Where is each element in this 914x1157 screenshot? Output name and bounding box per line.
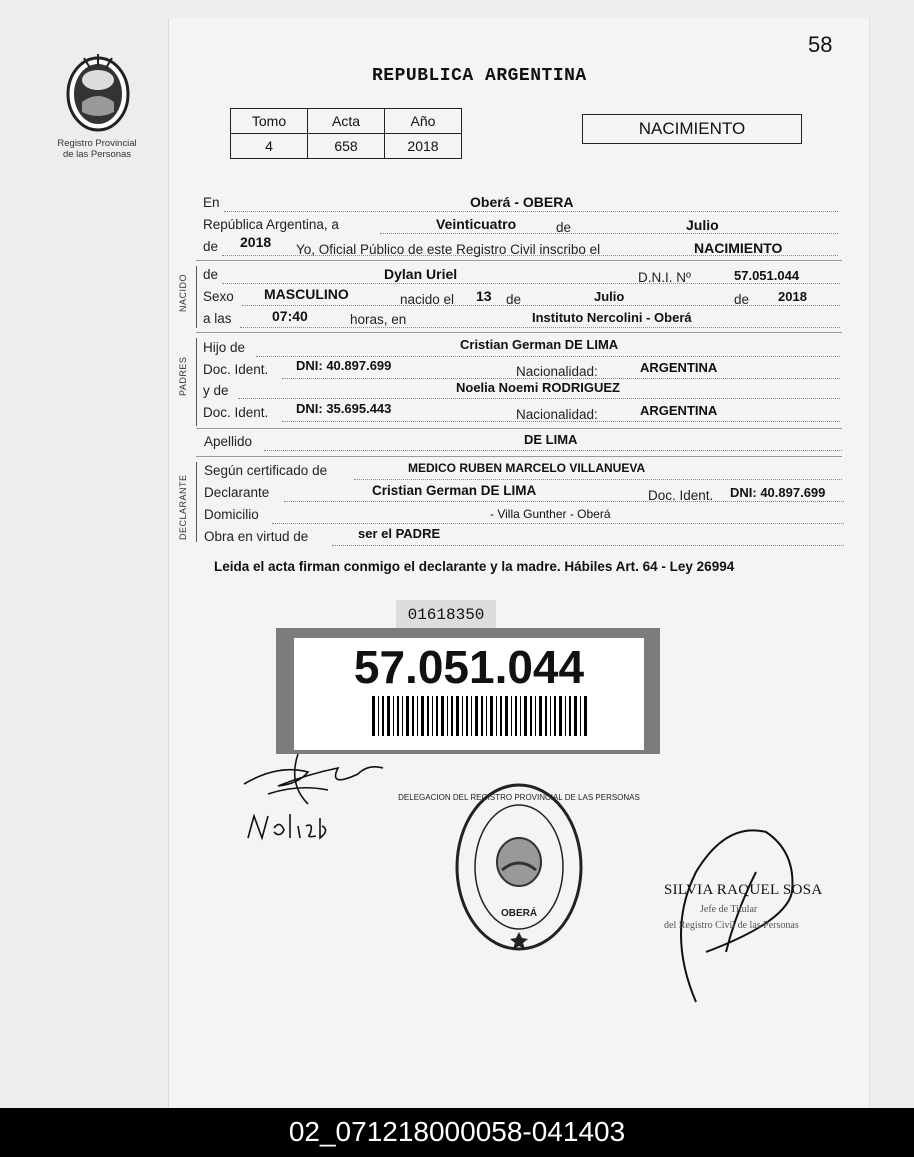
mother-nationality-label: Nacionalidad:	[516, 407, 598, 422]
seal-city: OBERÁ	[500, 908, 538, 919]
acta-value: 658	[308, 134, 385, 159]
padres-section-label: PADRES	[178, 356, 188, 396]
mother-doc: DNI: 35.695.443	[296, 401, 392, 416]
father-nationality: ARGENTINA	[640, 360, 718, 375]
birth-year: 2018	[778, 289, 807, 304]
anio-value: 2018	[385, 134, 462, 159]
dotted-line	[240, 327, 840, 328]
nacido-el-label: nacido el	[400, 292, 455, 307]
cert-label: Según certificado de	[204, 463, 328, 478]
page-number: 58	[808, 32, 833, 57]
province-coat-of-arms-icon	[62, 50, 134, 134]
birth-day: 13	[476, 288, 492, 304]
declarant-signature-icon	[238, 744, 388, 814]
alas-label: a las	[203, 311, 232, 326]
dni-label: D.N.I. Nº	[638, 270, 691, 285]
dotted-line	[332, 545, 844, 546]
obra-value: ser el PADRE	[358, 526, 441, 541]
declarante-doc-label: Doc. Ident.	[648, 488, 714, 503]
en-label: En	[203, 195, 220, 210]
father-nationality-label: Nacionalidad:	[516, 364, 598, 379]
declarante-name: Cristian German DE LIMA	[372, 483, 537, 498]
dotted-line	[256, 356, 840, 357]
dni-label-number: 57.051.044	[353, 641, 585, 693]
declarante-doc: DNI: 40.897.699	[730, 485, 826, 500]
domicilio-label: Domicilio	[204, 507, 259, 522]
dotted-line	[238, 398, 840, 399]
de-label: de	[556, 220, 572, 235]
registry-caption: Registro Provincial de las Personas	[57, 138, 137, 160]
mother-nationality: ARGENTINA	[640, 403, 718, 418]
section-rule	[196, 428, 842, 429]
officer-name: SILVIA RAQUEL SOSA	[664, 882, 823, 898]
mother-signature-text: Noelia	[244, 808, 247, 809]
dotted-line	[222, 283, 840, 284]
domicilio-value: - Villa Gunther - Oberá	[490, 507, 611, 521]
dotted-line	[242, 305, 840, 306]
father-doc: DNI: 40.897.699	[296, 358, 392, 373]
cert-value: MEDICO RUBEN MARCELO VILLANUEVA	[408, 461, 646, 475]
section-rule	[196, 260, 842, 261]
sexo-label: Sexo	[203, 289, 234, 304]
tomo-value: 4	[231, 134, 308, 159]
record-type-box: NACIMIENTO	[582, 114, 802, 144]
apellido-value: DE LIMA	[524, 432, 578, 447]
apellido-label: Apellido	[204, 434, 253, 449]
dotted-line	[354, 479, 842, 480]
inscribo-label: Yo, Oficial Público de este Registro Civil inscribo el	[296, 242, 601, 257]
section-divider	[196, 462, 197, 542]
section-divider	[196, 266, 197, 328]
officer-office: del Registro Civil de las Personas	[664, 920, 799, 931]
father-doc-label: Doc. Ident.	[203, 362, 269, 377]
child-name: Dylan Uriel	[384, 266, 458, 282]
dotted-line	[264, 450, 842, 451]
dotted-line	[284, 501, 844, 502]
mother-doc-label: Doc. Ident.	[203, 405, 269, 420]
section-divider	[196, 338, 197, 426]
inscribo-value: NACIMIENTO	[694, 240, 783, 256]
birth-de-label-2: de	[734, 292, 750, 307]
child-dni: 57.051.044	[734, 268, 800, 283]
serial-number: 01618350	[396, 600, 496, 628]
acta-label: Acta	[308, 109, 385, 134]
section-rule	[196, 456, 842, 457]
officer-title: Jefe de Titular	[700, 904, 758, 915]
mother-signature-icon	[244, 808, 334, 848]
section-rule	[196, 332, 842, 333]
document-title: REPUBLICA ARGENTINA	[372, 66, 587, 86]
birth-time: 07:40	[272, 308, 308, 324]
birth-month: Julio	[594, 289, 625, 304]
tomo-label: Tomo	[231, 109, 308, 134]
horas-label: horas, en	[350, 312, 407, 327]
declarante-section-label: DECLARANTE	[178, 474, 188, 540]
barcode-icon	[372, 696, 588, 736]
registry-seal-icon	[398, 780, 640, 954]
father-name: Cristian German DE LIMA	[460, 337, 619, 352]
hijo-label: Hijo de	[203, 340, 246, 355]
de-label-year: de	[203, 239, 219, 254]
declarante-label: Declarante	[204, 485, 270, 500]
birth-place: Instituto Nercolini - Oberá	[532, 310, 692, 325]
nacido-section-label: NACIDO	[178, 273, 188, 312]
yde-label: y de	[203, 383, 229, 398]
dotted-line	[224, 211, 838, 212]
republic-label: República Argentina, a	[203, 217, 339, 232]
sexo-value: MASCULINO	[264, 286, 349, 302]
footer-code: 02_071218000058-041403	[288, 1116, 626, 1147]
signature-note: Leida el acta firman conmigo el declarante y la madre. Hábiles Art. 64 - Ley 26994	[214, 559, 735, 574]
month-value: Julio	[686, 217, 719, 233]
birth-de-label: de	[506, 292, 522, 307]
nacido-de-label: de	[203, 267, 219, 282]
mother-name: Noelia Noemi RODRIGUEZ	[456, 380, 620, 395]
place-value: Oberá - OBERA	[470, 194, 574, 210]
registry-box	[230, 108, 462, 159]
dotted-line	[272, 523, 844, 524]
obra-label: Obra en virtud de	[204, 529, 309, 544]
dotted-line	[380, 233, 838, 234]
day-value: Veinticuatro	[436, 216, 517, 232]
seal-text: DELEGACION DEL REGISTRO PROVINCIAL DE LAS PERSONAS	[398, 793, 640, 802]
year-value: 2018	[240, 234, 272, 250]
anio-label: Año	[385, 109, 462, 134]
